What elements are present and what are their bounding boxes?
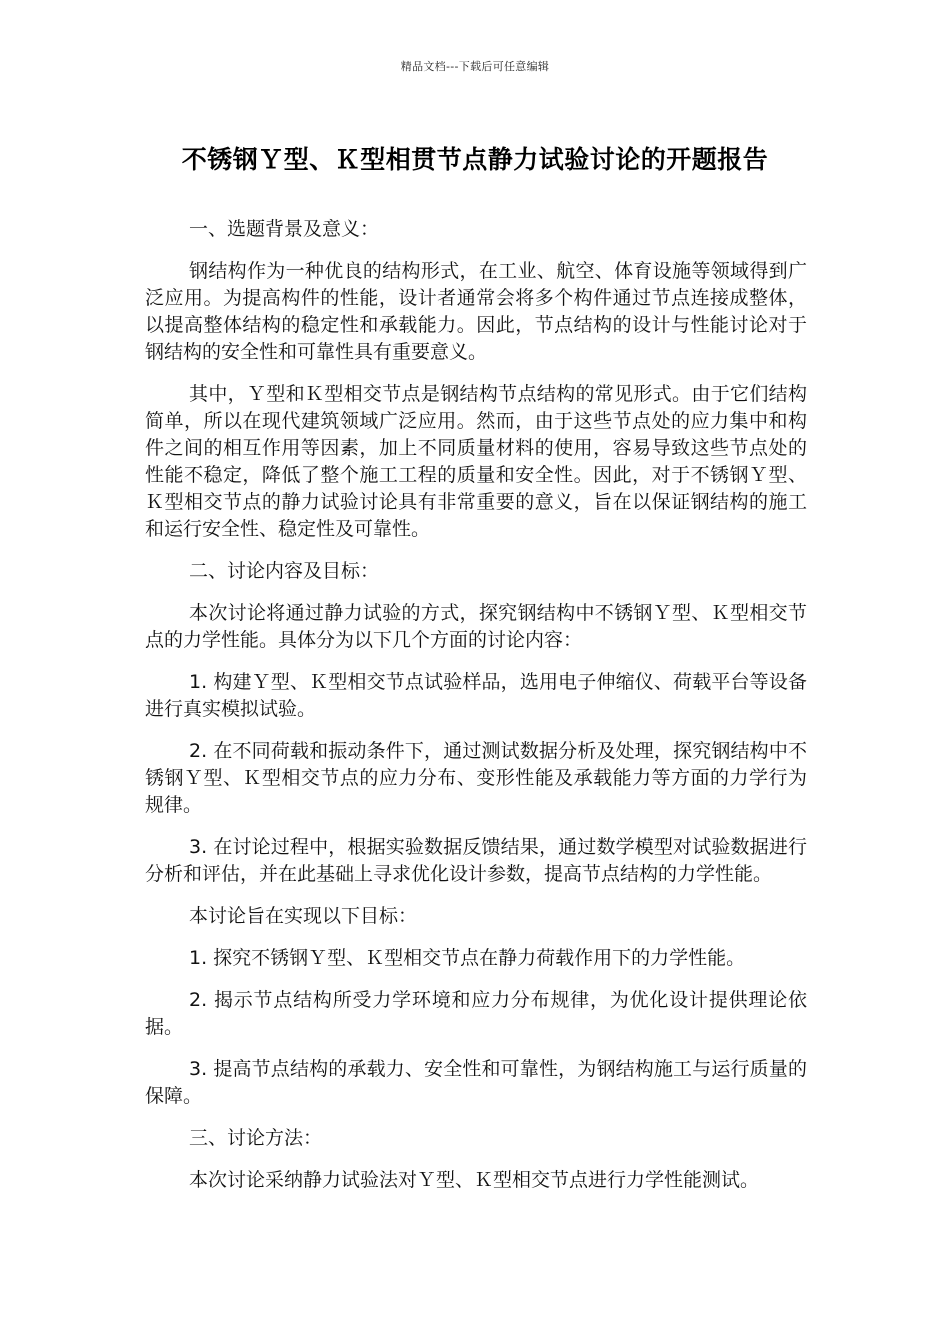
list-item-goal-1: 1. 探究不锈钢Ｙ型、Ｋ型相交节点在静力荷载作用下的力学性能。: [189, 947, 746, 969]
paragraph-goals-intro: 本讨论旨在实现以下目标：: [189, 905, 418, 927]
document-body: [145, 216, 807, 1209]
list-item-content-3: 3. 在讨论过程中，根据实验数据反馈结果，通过数学模型对试验数据进行分析和评估，并在此基础上寻求优化设计参数，提高节点结构的力学性能。: [145, 836, 807, 885]
section-heading-background: 一、选题背景及意义：: [189, 218, 380, 240]
list-item-goal-3: 3. 提高节点结构的承载力、安全性和可靠性，为钢结构施工与运行质量的保障。: [145, 1058, 807, 1107]
list-item-content-1: 1. 构建Ｙ型、Ｋ型相交节点试验样品，选用电子伸缩仪、荷载平台等设备进行真实模拟试验。: [145, 671, 807, 720]
section-heading-methods: 三、讨论方法：: [189, 1127, 323, 1149]
paragraph-background-1: 钢结构作为一种优良的结构形式，在工业、航空、体育设施等领域得到广泛应用。为提高构件的性能，设计者通常会将多个构件通过节点连接成整体，以提高整体结构的稳定性和承载能力。因此，节点结构的设计与性能讨论对于钢结构的安全性和可靠性具有重要意义。: [145, 260, 807, 363]
paragraph-methods: 本次讨论采纳静力试验法对Ｙ型、Ｋ型相交节点进行力学性能测试。: [189, 1169, 760, 1191]
document-title: 不锈钢Ｙ型、Ｋ型相贯节点静力试验讨论的开题报告: [181, 145, 769, 174]
paragraph-background-2: 其中，Ｙ型和Ｋ型相交节点是钢结构节点结构的常见形式。由于它们结构简单，所以在现代建筑领域广泛应用。然而，由于这些节点处的应力集中和构件之间的相互作用等因素，加上不同质量材料的使用，容易导致这些节点处的性能不稳定，降低了整个施工工程的质量和安全性。因此，对于不锈钢Ｙ型、Ｋ型相交节点的静力试验讨论具有非常重要的意义，旨在以保证钢结构的施工和运行安全性、稳定性及可靠性。: [145, 383, 807, 540]
header-note: 精品文档---下载后可任意编辑: [400, 60, 550, 73]
section-heading-content-goals: 二、讨论内容及目标：: [189, 560, 380, 582]
paragraph-content-intro: 本次讨论将通过静力试验的方式，探究钢结构中不锈钢Ｙ型、Ｋ型相交节点的力学性能。具体分为以下几个方面的讨论内容：: [145, 602, 807, 651]
list-item-content-2: 2. 在不同荷载和振动条件下，通过测试数据分析及处理，探究钢结构中不锈钢Ｙ型、Ｋ型相交节点的应力分布、变形性能及承载能力等方面的力学行为规律。: [145, 740, 807, 816]
list-item-goal-2: 2. 揭示节点结构所受力学环境和应力分布规律，为优化设计提供理论依据。: [145, 989, 807, 1038]
